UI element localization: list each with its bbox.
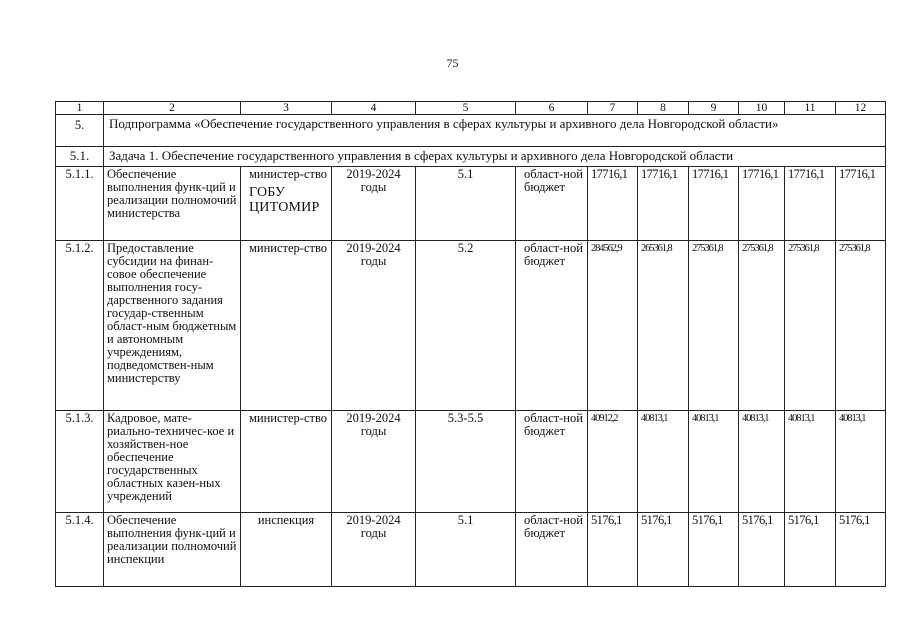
row-period: 2019-2024 годы (332, 411, 416, 513)
task-title: Задача 1. Обеспечение государственного управления в сферах культуры и архивного дела Новгородской области (104, 147, 886, 167)
responsible-label: министер-ство (249, 167, 328, 181)
table-row (56, 167, 886, 241)
row-value: 17716,1 (739, 167, 785, 241)
row-value: 40813,1 (836, 411, 886, 513)
row-number: 5.1.2. (56, 241, 104, 411)
row-number: 5.1.4. (56, 513, 104, 587)
page-number: 75 (446, 56, 459, 70)
program-table (55, 101, 886, 587)
table-row (56, 513, 886, 587)
column-number: 3 (241, 102, 332, 115)
row-responsible (241, 513, 332, 587)
responsible-label: министер-ство (249, 411, 328, 425)
row-value: 40912,2 (588, 411, 638, 513)
row-value: 5176,1 (588, 513, 638, 587)
column-number: 8 (638, 102, 689, 115)
table-row (56, 241, 886, 411)
column-number: 4 (332, 102, 416, 115)
responsible-organization: ГОБУ ЦИТОМИР (249, 185, 320, 215)
row-value: 17716,1 (638, 167, 689, 241)
subprogram-row (56, 115, 886, 147)
row-value: 17716,1 (785, 167, 836, 241)
row-responsible (241, 167, 332, 241)
row-value: 275361,8 (689, 241, 739, 411)
row-value: 40813,1 (638, 411, 689, 513)
row-value: 5176,1 (785, 513, 836, 587)
row-number: 5.1.1. (56, 167, 104, 241)
row-value: 40813,1 (689, 411, 739, 513)
subprogram-number: 5. (56, 115, 104, 147)
row-value: 275361,8 (739, 241, 785, 411)
column-number: 1 (56, 102, 104, 115)
row-target: 5.2 (416, 241, 516, 411)
row-responsible (241, 411, 332, 513)
column-number: 12 (836, 102, 886, 115)
column-number: 9 (689, 102, 739, 115)
column-number-row (56, 102, 886, 115)
row-value: 5176,1 (836, 513, 886, 587)
row-value: 275361,8 (836, 241, 886, 411)
responsible-label: инспекция (257, 513, 315, 527)
row-target: 5.1 (416, 167, 516, 241)
row-value: 17716,1 (836, 167, 886, 241)
row-value: 40813,1 (739, 411, 785, 513)
row-value: 284562,9 (588, 241, 638, 411)
row-period: 2019-2024 годы (332, 241, 416, 411)
row-source: област-ной бюджет (516, 167, 588, 241)
task-row (56, 147, 886, 167)
column-number: 7 (588, 102, 638, 115)
row-number: 5.1.3. (56, 411, 104, 513)
row-target: 5.1 (416, 513, 516, 587)
row-name: Предоставление субсидии на финан-совое обеспечение выполнения госу-дарственного задания государ-ственным област-ным бюджетным и автономным учреждениям, подведомствен-ным министерству (104, 241, 241, 411)
column-number: 2 (104, 102, 241, 115)
row-source: област-ной бюджет (516, 241, 588, 411)
row-responsible (241, 241, 332, 411)
column-number: 11 (785, 102, 836, 115)
row-value: 5176,1 (739, 513, 785, 587)
row-value: 5176,1 (638, 513, 689, 587)
task-number: 5.1. (56, 147, 104, 167)
column-number: 5 (416, 102, 516, 115)
responsible-label: министер-ство (249, 241, 328, 255)
row-value: 265361,8 (638, 241, 689, 411)
table-row (56, 411, 886, 513)
row-name: Обеспечение выполнения функ-ций и реализации полномочий министерства (104, 167, 241, 241)
column-number: 6 (516, 102, 588, 115)
row-name: Обеспечение выполнения функ-ций и реализации полномочий инспекции (104, 513, 241, 587)
row-period: 2019-2024 годы (332, 513, 416, 587)
row-target: 5.3-5.5 (416, 411, 516, 513)
row-source: област-ной бюджет (516, 411, 588, 513)
column-number: 10 (739, 102, 785, 115)
row-value: 5176,1 (689, 513, 739, 587)
row-value: 17716,1 (588, 167, 638, 241)
row-value: 275361,8 (785, 241, 836, 411)
row-source: област-ной бюджет (516, 513, 588, 587)
row-value: 40813,1 (785, 411, 836, 513)
row-period: 2019-2024 годы (332, 167, 416, 241)
subprogram-title: Подпрограмма «Обеспечение государственного управления в сферах культуры и архивного дела Новгородской области» (104, 115, 886, 147)
row-name: Кадровое, мате-риально-техничес-кое и хозяйствен-ное обеспечение государственных областных казен-ных учреждений (104, 411, 241, 513)
row-value: 17716,1 (689, 167, 739, 241)
